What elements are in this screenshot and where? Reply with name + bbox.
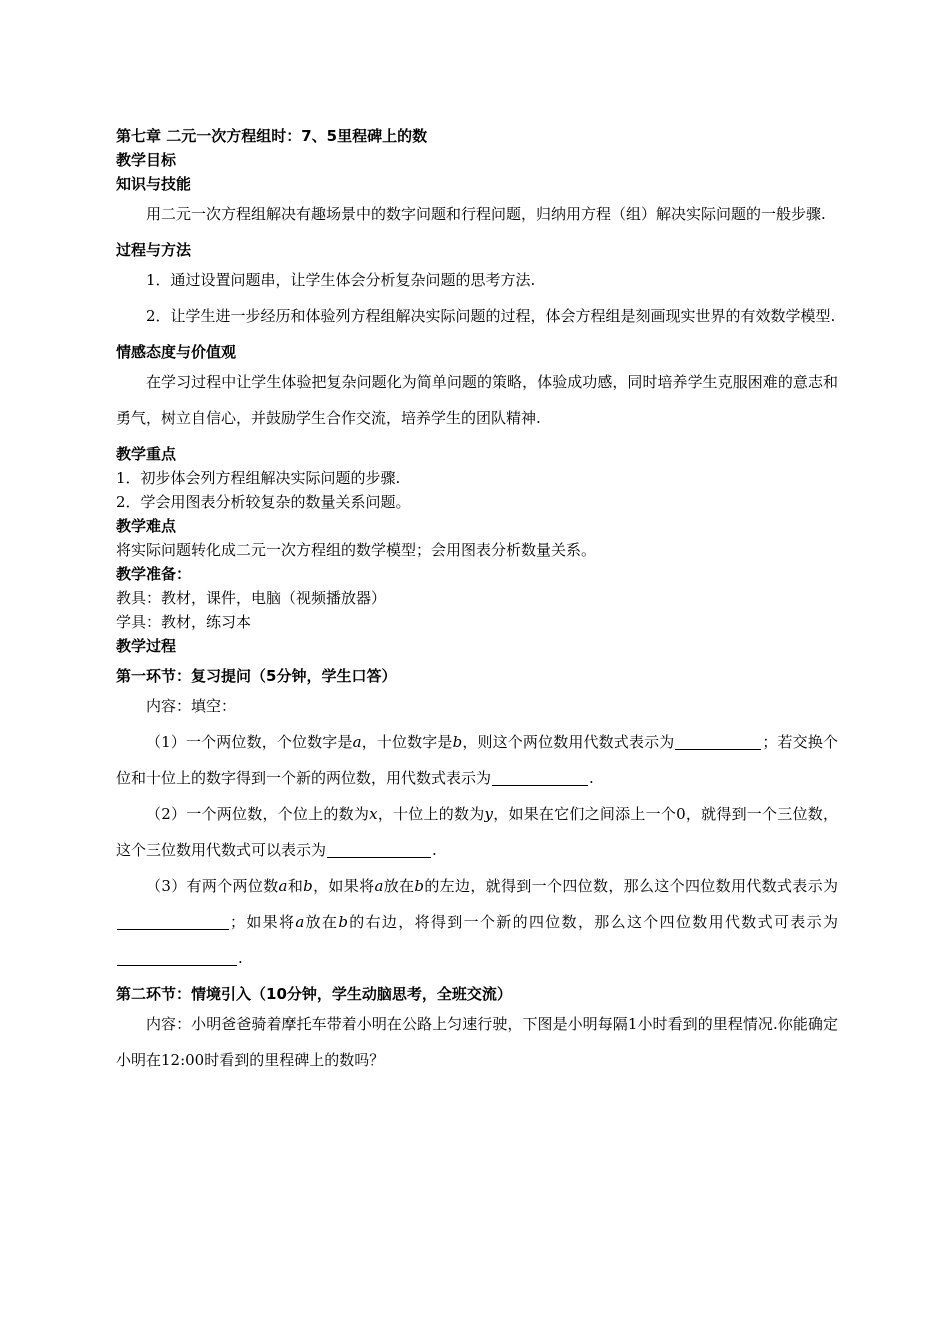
key-point-1: 1．初步体会列方程组解决实际问题的步骤. xyxy=(116,469,401,487)
step-1-intro: 内容：填空： xyxy=(146,697,237,715)
answer-blank[interactable] xyxy=(117,949,237,966)
variable-a: a xyxy=(352,733,362,751)
question-2: （2）一个两位数，个位上的数为x，十位上的数为y，如果在它们之间添上一个0，就得到一个三位数，这个三位数用代数式可以表示为 . xyxy=(116,805,838,859)
heading-emotion-values: 情感态度与价值观 xyxy=(116,343,237,361)
prep-student: 学具：教材，练习本 xyxy=(116,613,252,631)
answer-blank[interactable] xyxy=(492,769,588,786)
heading-teaching-goals: 教学目标 xyxy=(116,151,177,169)
question-1: （1）一个两位数，个位数字是a，十位数字是b，则这个两位数用代数式表示为 ；若交换个位和十位上的数字得到一个新的两位数，用代数式表示为 . xyxy=(116,733,838,787)
difficulty-text: 将实际问题转化成二元一次方程组的数学模型；会用图表分析数量关系。 xyxy=(116,541,597,559)
variable-b: b xyxy=(338,913,348,931)
heading-difficulties: 教学难点 xyxy=(116,517,177,535)
heading-key-points: 教学重点 xyxy=(116,445,177,463)
variable-a: a xyxy=(295,913,305,931)
answer-blank[interactable] xyxy=(117,913,229,930)
variable-b: b xyxy=(303,877,313,895)
heading-step-2: 第二环节：情境引入（10分钟，学生动脑思考，全班交流） xyxy=(116,985,512,1003)
heading-step-1: 第一环节：复习提问（5分钟，学生口答） xyxy=(116,667,397,685)
paragraph-knowledge: 用二元一次方程组解决有趣场景中的数字问题和行程问题，归纳用方程（组）解决实际问题的一般步骤. xyxy=(146,205,826,223)
document-title: 第七章 二元一次方程组时：7、5里程碑上的数 xyxy=(116,127,428,145)
question-3: （3）有两个两位数a和b，如果将a放在b的左边，就得到一个四位数，那么这个四位数用代数式表示为；如果将a放在b的右边，将得到一个新的四位数，那么这个四位数用代数式可表示为. xyxy=(116,868,838,976)
paragraph-emotion: 在学习过程中让学生体验把复杂问题化为简单问题的策略，体验成功感，同时培养学生克服困难的意志和勇气，树立自信心，并鼓励学生合作交流，培养学生的团队精神. xyxy=(116,373,838,427)
answer-blank[interactable] xyxy=(327,841,431,858)
paragraph-process-1: 1．通过设置问题串，让学生体会分析复杂问题的思考方法. xyxy=(146,271,536,289)
paragraph-process-2: 2．让学生进一步经历和体验列方程组解决实际问题的过程，体会方程组是刻画现实世界的有效数学模型. xyxy=(146,307,836,325)
lesson-plan xyxy=(116,124,838,1078)
heading-procedure: 教学过程 xyxy=(116,637,177,655)
prep-teacher: 教具：教材，课件，电脑（视频播放器） xyxy=(116,589,387,607)
variable-y: y xyxy=(484,805,493,823)
key-point-2: 2．学会用图表分析较复杂的数量关系问题。 xyxy=(116,493,411,511)
variable-a: a xyxy=(278,877,288,895)
heading-preparation: 教学准备： xyxy=(116,565,192,583)
variable-b: b xyxy=(414,877,424,895)
heading-knowledge-skills: 知识与技能 xyxy=(116,175,192,193)
answer-blank[interactable] xyxy=(675,733,761,750)
heading-process-method: 过程与方法 xyxy=(116,241,192,259)
variable-a: a xyxy=(374,877,384,895)
variable-x: x xyxy=(369,805,378,823)
variable-b: b xyxy=(452,733,463,751)
step-2-text: 内容：小明爸爸骑着摩托车带着小明在公路上匀速行驶，下图是小明每隔1小时看到的里程情况.你能确定小明在12:00时看到的里程碑上的数吗？ xyxy=(116,1015,838,1069)
